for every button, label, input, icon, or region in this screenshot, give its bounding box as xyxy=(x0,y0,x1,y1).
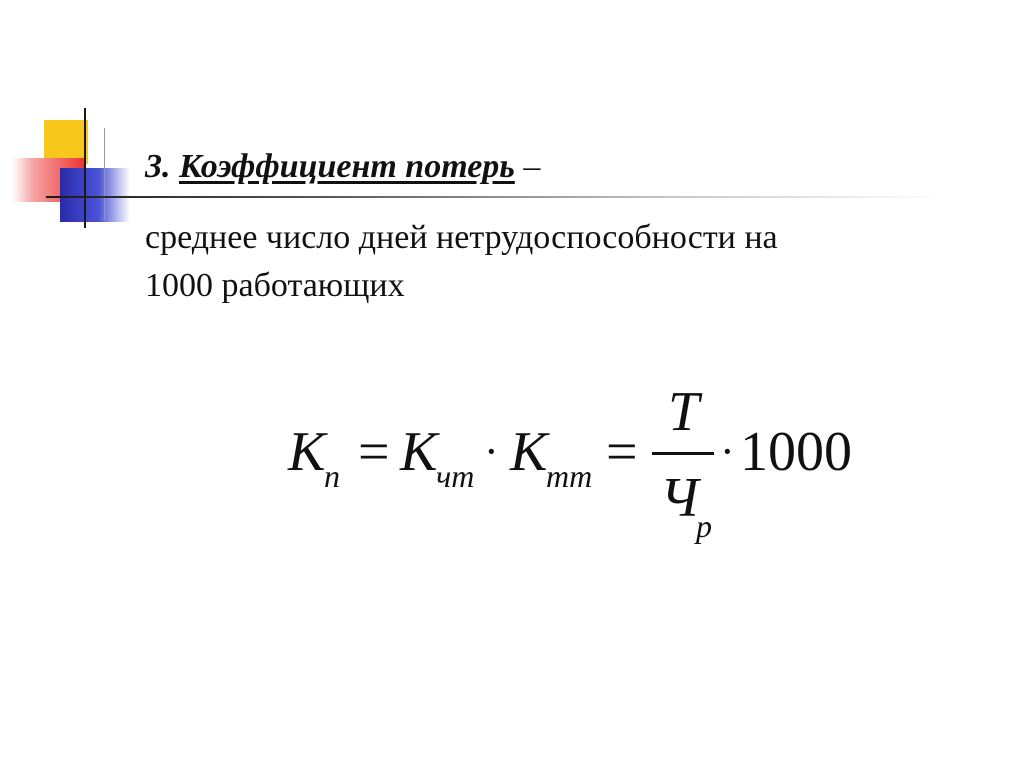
formula-k-subscript-tt: тт xyxy=(546,458,593,494)
definition-line-1: среднее число дней нетрудоспособности на xyxy=(145,219,778,256)
formula-multiply-1: · xyxy=(484,427,499,476)
formula-k-symbol: К xyxy=(288,421,326,483)
decor-blue-square xyxy=(60,168,130,222)
definition-text xyxy=(145,214,1005,310)
title-dash: – xyxy=(523,148,541,185)
formula-kt-symbol: К xyxy=(510,421,548,483)
formula-denominator-ch: Ч xyxy=(660,467,699,529)
title-term: Коэффициент потерь xyxy=(179,148,515,185)
formula-multiply-2: · xyxy=(720,427,735,476)
fraction-bar xyxy=(652,452,714,455)
formula-numerator-t: Т xyxy=(668,381,700,443)
loss-coefficient-formula xyxy=(288,380,888,560)
formula-factor-1000: 1000 xyxy=(740,421,852,483)
formula-equals-1: = xyxy=(358,421,390,483)
formula-equals-2: = xyxy=(606,421,638,483)
formula-k-subscript-cht: чт xyxy=(436,458,475,494)
decor-thin-line xyxy=(104,128,105,220)
formula-k-subscript-p: п xyxy=(324,458,340,494)
slide-title xyxy=(145,148,540,186)
formula-denominator-subscript-r: р xyxy=(696,508,712,544)
title-number: 3. xyxy=(145,148,171,185)
formula-kch-symbol: К xyxy=(400,421,438,483)
definition-line-2: 1000 работающих xyxy=(145,267,405,304)
decor-vertical-line xyxy=(84,108,86,228)
decor-horizontal-line xyxy=(46,196,946,198)
